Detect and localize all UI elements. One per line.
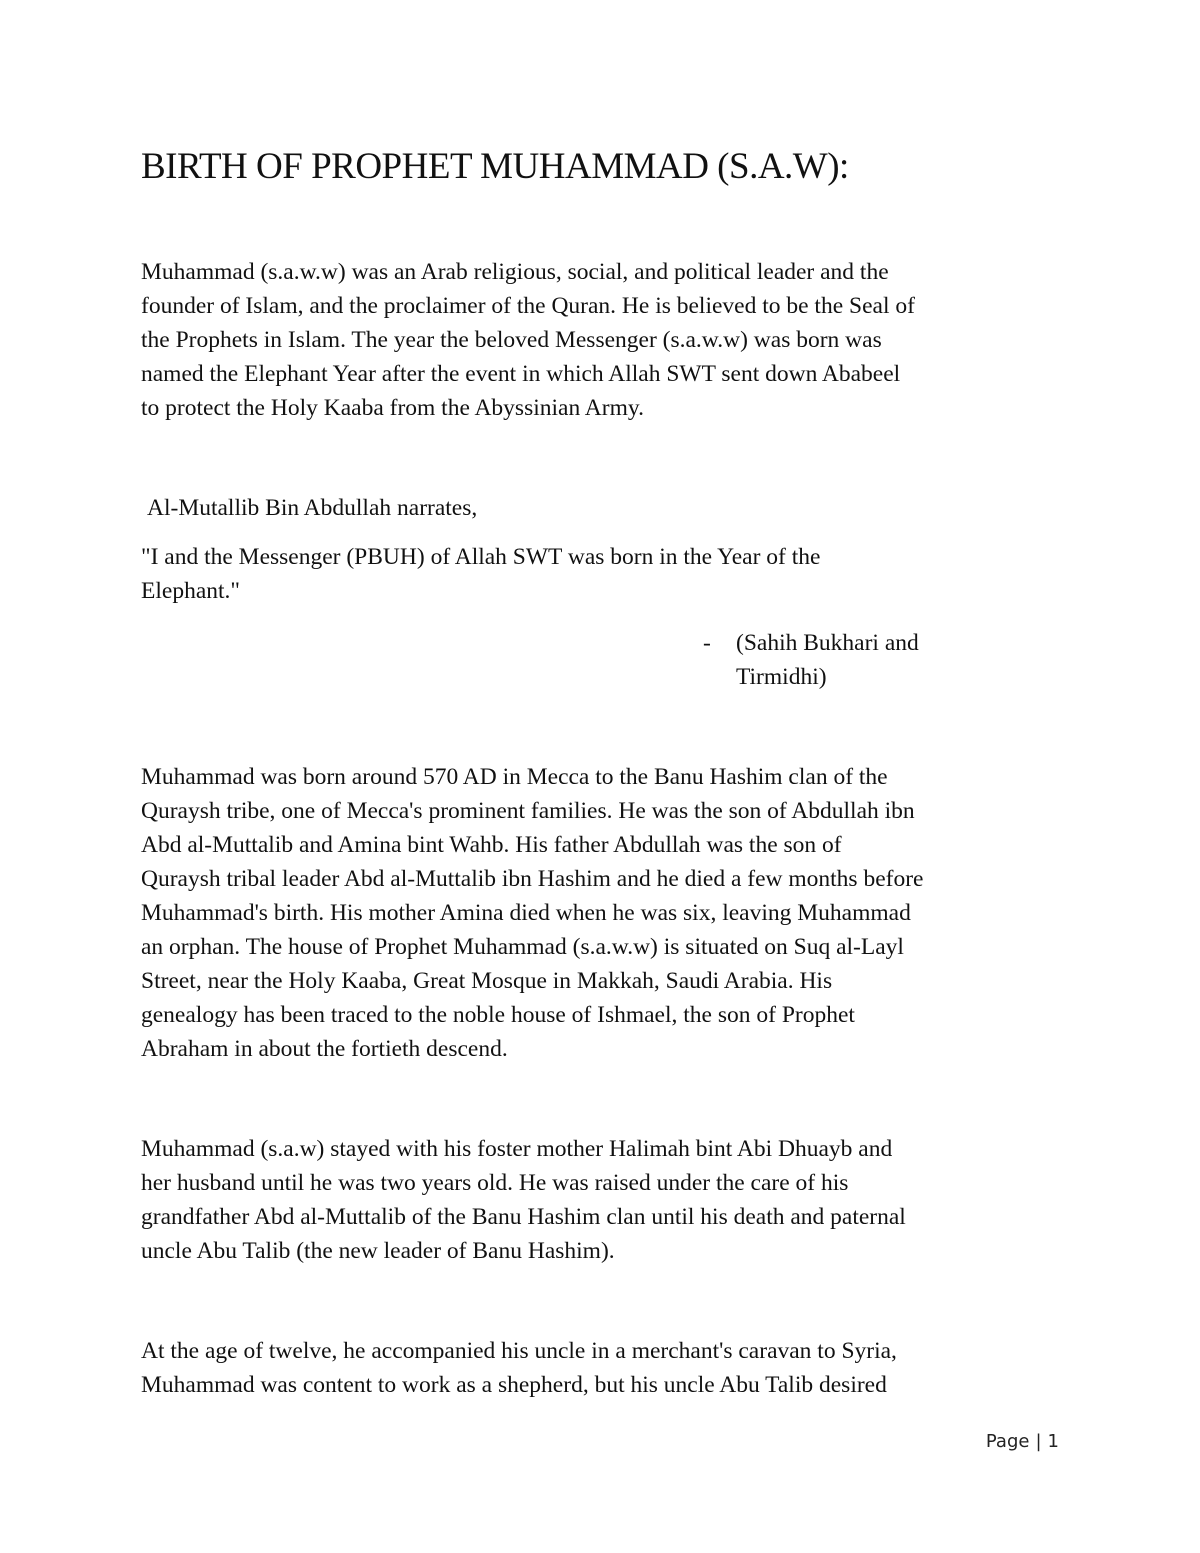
text-line: to protect the Holy Kaaba from the Abyssinian Army. (141, 395, 644, 421)
text-line: an orphan. The house of Prophet Muhammad (s.a.w.w) is situated on Suq al-Layl (141, 934, 904, 960)
text-line: Muhammad was born around 570 AD in Mecca to the Banu Hashim clan of the (141, 764, 888, 790)
text-line: At the age of twelve, he accompanied his uncle in a merchant's caravan to Syria, (141, 1338, 897, 1364)
text-line: "I and the Messenger (PBUH) of Allah SWT was born in the Year of the (141, 544, 821, 570)
text-line: her husband until he was two years old. He was raised under the care of his (141, 1170, 849, 1196)
text-line: Abd al-Muttalib and Amina bint Wahb. His father Abdullah was the son of (141, 832, 842, 858)
text-line: Muhammad (s.a.w) stayed with his foster mother Halimah bint Abi Dhuayb and (141, 1136, 893, 1162)
text-line: grandfather Abd al-Muttalib of the Banu Hashim clan until his death and paternal (141, 1204, 906, 1230)
text-line: genealogy has been traced to the noble house of Ishmael, the son of Prophet (141, 1002, 855, 1028)
text-line: Muhammad's birth. His mother Amina died when he was six, leaving Muhammad (141, 900, 911, 926)
text-line: Quraysh tribe, one of Mecca's prominent families. He was the son of Abdullah ibn (141, 798, 915, 824)
birth-paragraph (141, 760, 923, 1066)
caravan-paragraph (141, 1334, 897, 1402)
text-line: Abraham in about the fortieth descend. (141, 1036, 508, 1062)
text-line: named the Elephant Year after the event in which Allah SWT sent down Ababeel (141, 361, 901, 387)
text-line: Al-Mutallib Bin Abdullah narrates, (147, 495, 478, 521)
text-line: the Prophets in Islam. The year the beloved Messenger (s.a.w.w) was born was (141, 327, 882, 353)
text-line: Street, near the Holy Kaaba, Great Mosque in Makkah, Saudi Arabia. His (141, 968, 833, 994)
text-line: Muhammad was content to work as a shepherd, but his uncle Abu Talib desired (141, 1372, 887, 1398)
text-line: Muhammad (s.a.w.w) was an Arab religious, social, and political leader and the (141, 259, 889, 285)
citation-dash: - (703, 630, 711, 656)
text-line: uncle Abu Talib (the new leader of Banu Hashim). (141, 1238, 615, 1264)
childhood-paragraph (141, 1132, 906, 1268)
page-title: BIRTH OF PROPHET MUHAMMAD (S.A.W): (141, 146, 849, 187)
page-footer (986, 1431, 1059, 1452)
text-line: Quraysh tribal leader Abd al-Muttalib ibn Hashim and he died a few months before (141, 866, 924, 892)
text-line: founder of Islam, and the proclaimer of the Quran. He is believed to be the Seal of (141, 293, 915, 319)
page-number: 1 (1047, 1431, 1059, 1452)
intro-paragraph (141, 255, 915, 425)
page-separator: | (1035, 1431, 1042, 1452)
narrator-line (147, 491, 477, 525)
hadith-quote (141, 540, 820, 608)
page-label: Page (985, 1431, 1030, 1452)
citation-source: (Sahih Bukhari and Tirmidhi) (736, 630, 919, 690)
text-line: Elephant." (141, 578, 240, 604)
